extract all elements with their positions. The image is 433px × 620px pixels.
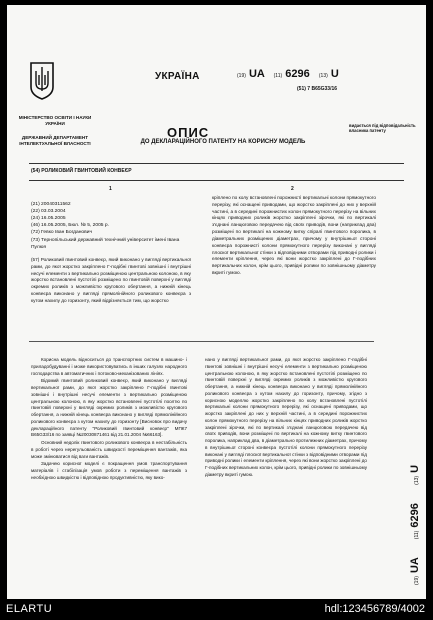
footer-handle: hdl:123456789/4002 (324, 603, 425, 615)
section-separator (29, 341, 374, 342)
biblio-line: (46) 16.05.2005, Бюл. № 5, 2005 р. (31, 223, 109, 229)
divider (29, 163, 404, 164)
description-paragraph: Корисна модель відноситься до транспортних систем в машино- і приладобудуванні і може використовуватись в інших галузях народного господарства в автоматичних і потоково-механізованих лініях. (31, 357, 187, 376)
bibliographic-data (31, 201, 191, 251)
description-paragraph: Відомий гвинтовий роликовий конвеєр, який виконано у вигляді вертикальної рами, до якої жорстко закріплено Г-подібні гвинтові зовнішні і внутрішні несучі елементи з вертикально розміщеною центральною колоною, в яку жорстко встановлені пустотілі поолтю по гвинтовій поверхні у вигляді окремих роликів з можливістю кругового обертання, а нижній кінець конвеєра виконано у вигляді прямолінійного роликового конвеєра з кутом нахилу до горизонту [Висновок про видачу деклараційного патенту "Роликовий гвинтовий конвеєр" МПК7 B65G33/16 по заявці №20030871461 від 21.01.2004 №66163]. (31, 378, 187, 438)
description-paragraph: Задачею корисної моделі є покращення умов транспортування матеріалів і стабілізація умов роботи з переміщення вантажів з необхідною швидкістю і відповідною продуктивністю, яку вико- (31, 461, 187, 480)
divider (29, 180, 404, 181)
column-number-right: 2 (291, 186, 294, 192)
invention-title: (54) РОЛИКОВИЙ ГВИНТОВИЙ КОНВЕЄР (31, 168, 132, 174)
biblio-line: (73) Тернопільський державний технічний університет імені Івана Пулюя (31, 237, 180, 250)
column-number-left: 1 (109, 186, 112, 192)
description-right-column (205, 357, 367, 479)
document-subtitle: ДО ДЕКЛАРАЦІЙНОГО ПАТЕНТУ НА КОРИСНУ МОДЕЛЬ (140, 139, 306, 145)
vertical-patent-label: (19) UA (11) 6296 (13) U (409, 464, 421, 585)
biblio-line: (21) 20040311562 (31, 202, 71, 207)
claim-continuation: кріплено по колу встановлені порожнисті вертикальні колони прямокутного перерізу, які оснащені приводами, що жорстко закріплені до них у верхній частині, а в середині порожнистих колон прямокутного перерізу на вільних кінцях приводних роликів жорстко закріплені зірочки, які по вертикалі з'єднані ланцюговою передачею від своїх приводів, вони (наприклад два) розміщені по вертикалі на кожному витку спіралі гвинтового поролика, в діаметральних розміщених діаметрах, причому у внутрішньої стороні конвеєра порожнисті колони прямокутного перерізу виконані у вигляді плоскої вертикальної стінки з відповідними отворами під приводні ролики і елементи кріплення, через які вони жорстко закріплені до Г-подібних вертикальних колон, крім цього, привідні ролики по зовнішньому діаметру вкриті гумою. (212, 195, 376, 275)
department-name: ДЕРЖАВНИЙ ДЕПАРТАМЕНТ ІНТЕЛЕКТУАЛЬНОЇ ВЛАСНОСТІ (19, 135, 91, 146)
ipc-classification: (51) 7 B65G33/16 (297, 86, 338, 92)
biblio-line: (24) 16.05.2005 (31, 216, 66, 222)
country-name: УКРАЇНА (155, 71, 200, 82)
biblio-line: (72) Гевко Іван Богданович (31, 230, 93, 236)
description-paragraph: Основний недолік гвинтового роликового конвеєра в нестабільність в роботі через нерегульованість швидкості переміщення вантажів, яка може змінюватися від ваги вантажів. (31, 440, 187, 459)
publication-note: видається під відповідальність власника патенту (349, 123, 416, 134)
footer-source: ELARTU (6, 603, 53, 615)
description-left-column (31, 357, 187, 483)
trident-emblem-icon (29, 61, 55, 101)
document-title: ОПИС (167, 125, 210, 140)
biblio-line: (22) 03.03.2004 (31, 209, 66, 215)
description-paragraph: нано у вигляді вертикальної рами, до якої жорстко закріплено Г-подібні гвинтові зовнішні і внутрішні несучі елементи з вертикально розміщеною центральною колоною, в яку жорстко встановлені пустотілі розміщено по гвинтовій поверхні у вигляді окремих роликів з можливістю кругового обертання, а нижній кінець конвеєра виконано у вигляді прямолінійного роликового конвеєра з кутом нахилу до горизонту, причому, згідно з корисною моделлю жорстко закріплено по колу встановлені пустотілі вертикальні колони прямокутного перерізу, які оснащені приводами, що жорстко закріплені до них у верхній частині, а в середині порожнистих колон прямокутного перерізу на вільних кінцях приводних роликів жорстко закріплені зірочки, які по вертикалі з'єднані ланцюговою передачею від своїх приводів, вони розміщені по вертикалі на кожному витку гвинтового поролика, наприклад два, в діаметрально протилежних діаметрах, причому в внутрішньої стороні конвеєра пустотілі колони прямокутного перерізу виконані у вигляді плоскої вертикальної стінки з відповідними отворами під приводні ролики і елементи кріплення, через які вони жорстко закріплені до Г-подібних вертикальних колон, крім цього, привідні ролики по зовнішньому діаметру вкриті гумою. (205, 357, 367, 477)
patent-page (7, 5, 426, 599)
abstract: (57) Роликовий гвинтовий конвеєр, який виконано у вигляді вертикальної рами, до якої жорстко закріплено Г-подібні гвинтові зовнішні і внутрішні несучі елементи з вертикально розміщеною центральною колоною, в яку жорстко встановлені пустотілі розміщено по гвинтовій поверхні у вигляді окремих роликів з можливістю кругового обертання, а нижній кінець конвеєра виконано у вигляді прямолінійного роликового конвеєра з кутом нахилу до горизонту, який відрізняється тим, що жорстко (31, 257, 191, 303)
patent-number-line: (19) UA (11) 6296 (13) U (237, 68, 339, 80)
ministry-name: МІНІСТЕРСТВО ОСВІТИ І НАУКИ УКРАЇНИ (18, 115, 92, 126)
